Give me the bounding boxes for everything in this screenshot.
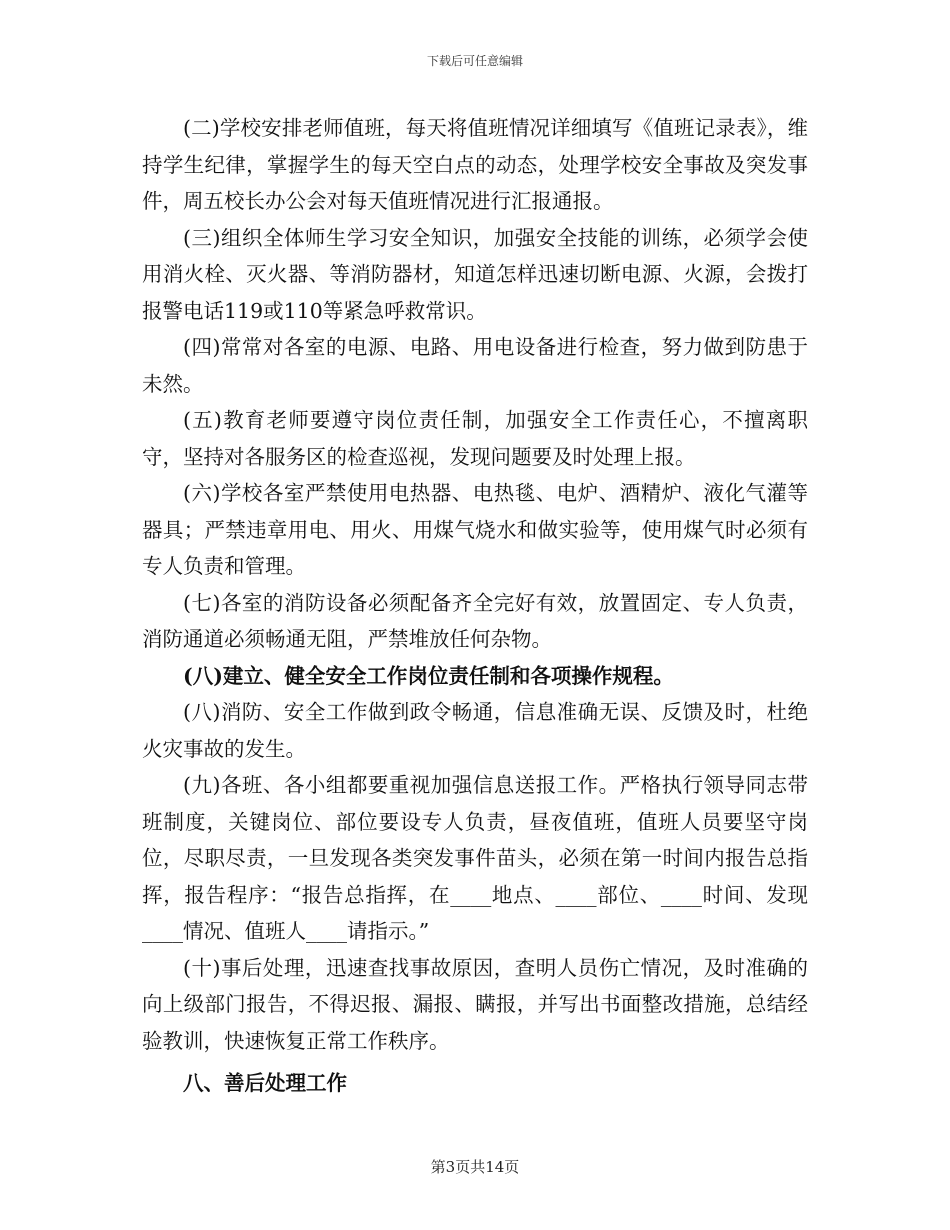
paragraph-8-heading: (八)建立、健全安全工作岗位责任制和各项操作规程。 xyxy=(183,663,674,688)
document-body xyxy=(142,110,808,1102)
paragraph-3: (三)组织全体师生学习安全知识，加强安全技能的训练，必须学会使用消火栓、灭火器、等消防器材，知道怎样迅速切断电源、火源，会拨打报警电话119或110等紧急呼救常识。 xyxy=(142,225,808,323)
page-number: 第3页共14页 xyxy=(430,1158,520,1176)
page-header: 下载后可任意编辑 xyxy=(426,54,523,68)
paragraph-6: (六)学校各室严禁使用电热器、电热毯、电炉、酒精炉、液化气灌等器具；严禁违章用电、用火、用煤气烧水和做实验等，使用煤气时必须有专人负责和管理。 xyxy=(142,481,808,578)
paragraph-2: (二)学校安排老师值班，每天将值班情况详细填写《值班记录表》，维持学生纪律，掌握学生的每天空白点的动态，处理学校安全事故及突发事件，周五校长办公会对每天值班情况进行汇报通报。 xyxy=(142,116,808,213)
paragraph-5: (五)教育老师要遵守岗位责任制，加强安全工作责任心，不擅离职守，坚持对各服务区的检查巡视，发现问题要及时处理上报。 xyxy=(142,408,808,469)
paragraph-4: (四)常常对各室的电源、电路、用电设备进行检查，努力做到防患于未然。 xyxy=(142,335,808,396)
paragraph-7: (七)各室的消防设备必须配备齐全完好有效，放置固定、专人负责，消防通道必须畅通无阻，严禁堆放任何杂物。 xyxy=(142,590,808,651)
paragraph-10: (十)事后处理，迅速查找事故原因，查明人员伤亡情况，及时准确的向上级部门报告，不得迟报、漏报、瞒报，并写出书面整改措施，总结经验教训，快速恢复正常工作秩序。 xyxy=(142,955,808,1053)
paragraph-8: (八)消防、安全工作做到政令畅通，信息准确无误、反馈及时，杜绝火灾事故的发生。 xyxy=(142,700,808,761)
paragraph-9: (九)各班、各小组都要重视加强信息送报工作。严格执行领导同志带班制度，关键岗位、部位要设专人负责，昼夜值班，值班人员要坚守岗位，尽职尽责，一旦发现各类突发事件苗头，必须在第一时间内报告总指挥，报告程序：“报告总指挥，在____地点、____部位、____时间、发现____情况、值班人____请指示。” xyxy=(142,773,808,943)
section-heading-aftermath: 八、善后处理工作 xyxy=(183,1071,347,1095)
